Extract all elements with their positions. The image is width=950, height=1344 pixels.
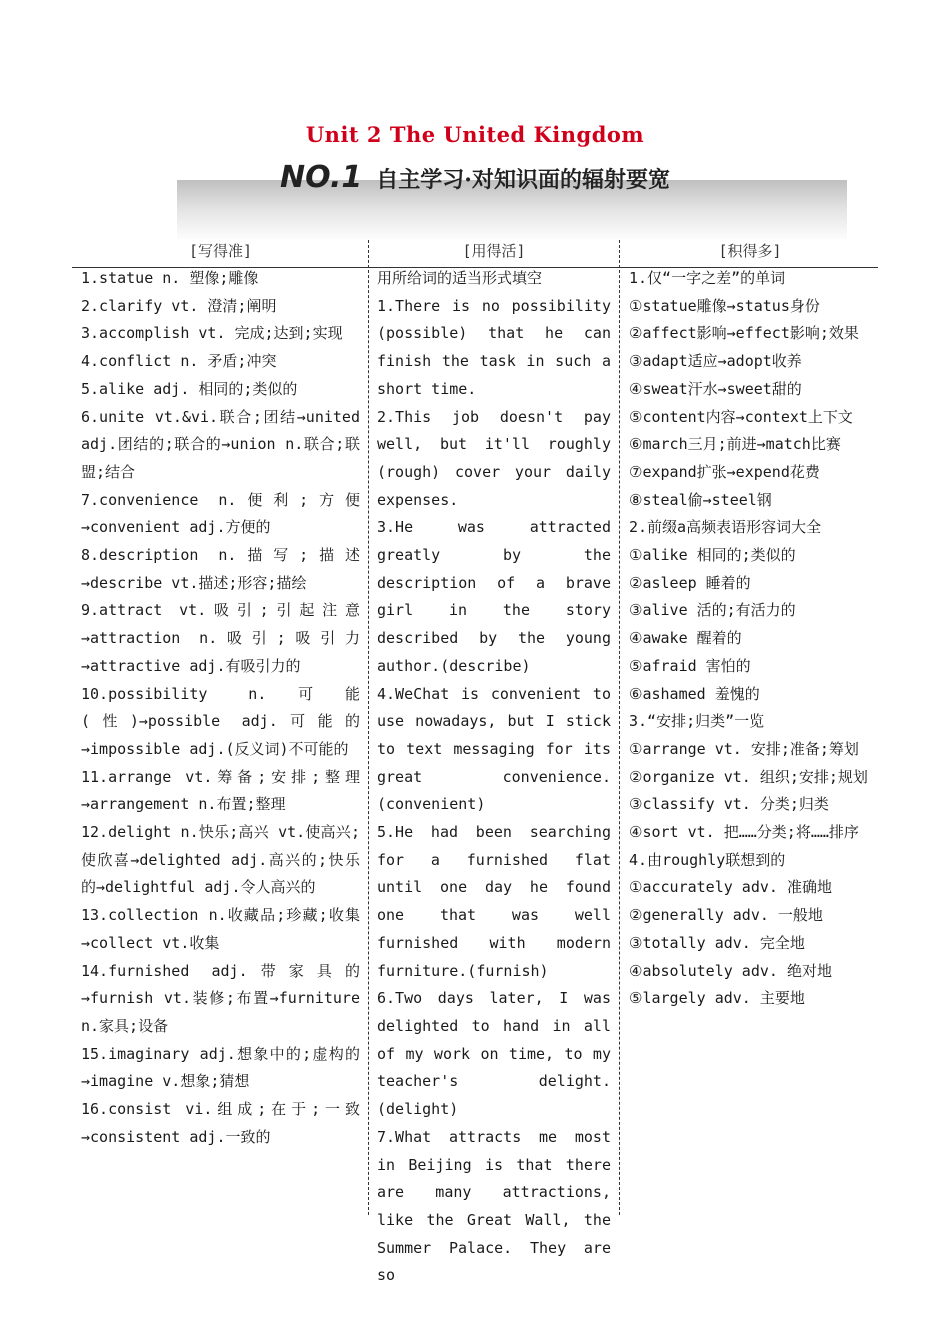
- accumulate-item: ①statue雕像→status身份: [629, 296, 820, 315]
- accumulate-item: ①alike 相同的;类似的: [629, 546, 796, 565]
- vocab-item: 13.collection n.收藏品;珍藏;收集→collect vt.收集: [81, 906, 360, 952]
- exercise-item: 5.He had been searching for a furnished flat until one day he found one that was well furnished with modern furniture.(furnish): [377, 823, 611, 980]
- vocab-item: 11.arrange vt.筹备;安排;整理→arrangement n.布置;整理: [81, 767, 360, 814]
- accumulate-item: ①arrange vt. 安排;准备;筹划: [629, 739, 859, 758]
- vocab-item: 10.possibility n.可能(性)→possible adj.可能的→impossible adj.(反义词)不可能的: [81, 684, 360, 758]
- vocab-item: 4.conflict n. 矛盾;冲突: [81, 352, 277, 371]
- column-divider-1: [368, 240, 369, 1215]
- banner-heading: [0, 160, 950, 195]
- vocab-item: 2.clarify vt. 澄清;阐明: [81, 296, 277, 315]
- accumulate-item: ⑤content内容→context上下文: [629, 407, 853, 426]
- vocab-item: 6.unite vt.&vi.联合;团结→united adj.团结的;联合的→union n.联合;联盟;结合: [81, 407, 360, 481]
- accumulate-item: ④sort vt. 把……分类;将……排序: [629, 823, 859, 842]
- accumulate-item: 1.仅“一字之差”的单词: [629, 269, 786, 287]
- vocab-item: 9.attract vt.吸引;引起注意→attraction n.吸引;吸引力→attractive adj.有吸引力的: [81, 601, 360, 675]
- vocabulary-column: [81, 265, 360, 1152]
- vocab-item: 1.statue n. 塑像;雕像: [81, 269, 259, 287]
- accumulate-item: ⑥march三月;前进→match比赛: [629, 435, 841, 454]
- exercise-item: 3.He was attracted greatly by the description of a brave girl in the story described by the young author.(describe): [377, 518, 611, 675]
- exercise-item: 2.This job doesn't pay well, but it'll roughly (rough) cover your daily expenses.: [377, 407, 611, 509]
- accumulate-item: ⑧steal偷→steel钢: [629, 490, 772, 509]
- accumulate-item: ①accurately adv. 准确地: [629, 878, 832, 897]
- accumulate-item: ②affect影响→effect影响;效果: [629, 324, 859, 343]
- vocab-item: 16.consist vi.组成;在于;一致→consistent adj.一致的: [81, 1100, 360, 1146]
- exercise-item: 6.Two days later, I was delighted to hand in all of my work on time, to my teacher's delight.(delight): [377, 989, 611, 1119]
- accumulation-column: [629, 265, 871, 1013]
- banner-number: NO.1: [280, 160, 363, 195]
- column-header-write: [写得准]: [188, 242, 253, 260]
- exercise-column: [377, 265, 611, 1290]
- accumulate-item: ④absolutely adv. 绝对地: [629, 961, 832, 980]
- accumulate-item: ⑦expand扩张→expend花费: [629, 462, 820, 481]
- vocab-item: 8.description n.描写;描述→describe vt.描述;形容;描绘: [81, 546, 360, 592]
- unit-title: Unit 2 The United Kingdom: [305, 122, 645, 147]
- vocab-item: 14.furnished adj.带家具的→furnish vt.装修;布置→furniture n.家具;设备: [81, 961, 360, 1035]
- column-header-accumulate: [积得多]: [718, 242, 782, 260]
- vocab-item: 5.alike adj. 相同的;类似的: [81, 379, 298, 398]
- vocab-item: 15.imaginary adj.想象中的;虚构的→imagine v.想象;猜想: [81, 1044, 360, 1091]
- accumulate-item: 2.前缀a高频表语形容词大全: [629, 518, 822, 537]
- vocab-item: 7.convenience n.便利;方便→convenient adj.方便的: [81, 490, 360, 537]
- accumulate-item: ⑤largely adv. 主要地: [629, 989, 805, 1008]
- vocab-item: 12.delight n.快乐;高兴 vt.使高兴;使欣喜→delighted adj.高兴的;快乐的→delightful adj.令人高兴的: [81, 823, 360, 897]
- accumulate-item: ③totally adv. 完全地: [629, 933, 805, 952]
- exercise-item: 7.What attracts me most in Beijing is that there are many attractions, like the Great Wall, the Summer Palace. They are so: [377, 1127, 611, 1285]
- vocab-item: 3.accomplish vt. 完成;达到;实现: [81, 324, 343, 343]
- accumulate-item: ③alive 活的;有活力的: [629, 601, 796, 620]
- accumulate-item: ②generally adv. 一般地: [629, 906, 823, 925]
- accumulate-item: ⑥ashamed 羞愧的: [629, 684, 760, 703]
- accumulate-item: ②organize vt. 组织;安排;规划: [629, 767, 868, 786]
- accumulate-item: 3.“安排;归类”一览: [629, 712, 765, 731]
- accumulate-item: 4.由roughly联想到的: [629, 850, 786, 869]
- accumulate-item: ③adapt适应→adopt收养: [629, 352, 802, 371]
- column-divider-2: [619, 240, 620, 1215]
- exercise-instruction: 用所给词的适当形式填空: [377, 269, 543, 287]
- exercise-item: 4.WeChat is convenient to use nowadays, but I stick to text messaging for its great convenience.(convenient): [377, 684, 611, 814]
- accumulate-item: ④awake 醒着的: [629, 629, 742, 648]
- accumulate-item: ②asleep 睡着的: [629, 573, 751, 592]
- column-header-use: [用得活]: [462, 242, 526, 260]
- accumulate-item: ⑤afraid 害怕的: [629, 656, 751, 675]
- exercise-item: 1.There is no possibility (possible) that he can finish the task in such a short time.: [377, 296, 611, 398]
- accumulate-item: ③classify vt. 分类;归类: [629, 795, 829, 814]
- accumulate-item: ④sweat汗水→sweet甜的: [629, 379, 802, 398]
- banner-subtitle: 自主学习·对知识面的辐射要宽: [376, 167, 670, 193]
